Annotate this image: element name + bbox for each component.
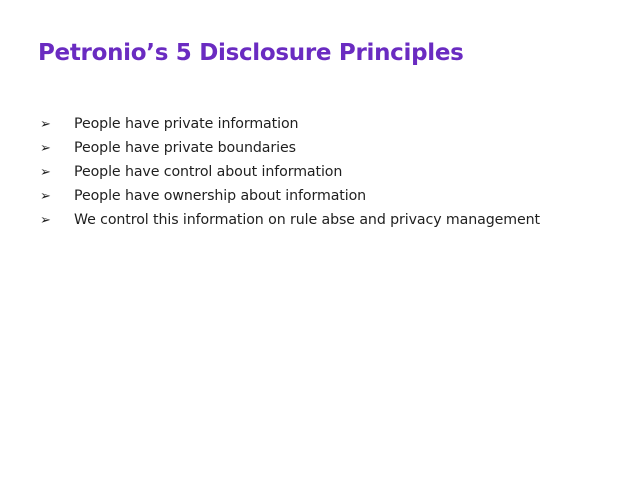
arrow-bullet-icon: ➢ [40,140,51,156]
bullet-text: People have private boundaries [74,140,296,156]
arrow-bullet-icon: ➢ [40,164,51,180]
arrow-bullet-icon: ➢ [40,116,51,132]
arrow-bullet-icon: ➢ [40,212,51,228]
list-item [40,184,540,208]
slide-title: Petronio’s 5 Disclosure Principles [38,40,464,66]
list-item [40,112,540,136]
arrow-bullet-icon: ➢ [40,188,51,204]
list-item [40,160,540,184]
bullet-list [40,112,540,232]
list-item [40,136,540,160]
bullet-text: People have private information [74,116,299,132]
bullet-text: People have control about information [74,164,343,180]
bullet-text: People have ownership about information [74,188,367,204]
bullet-text: We control this information on rule abse and privacy management [74,212,540,228]
list-item [40,208,540,232]
